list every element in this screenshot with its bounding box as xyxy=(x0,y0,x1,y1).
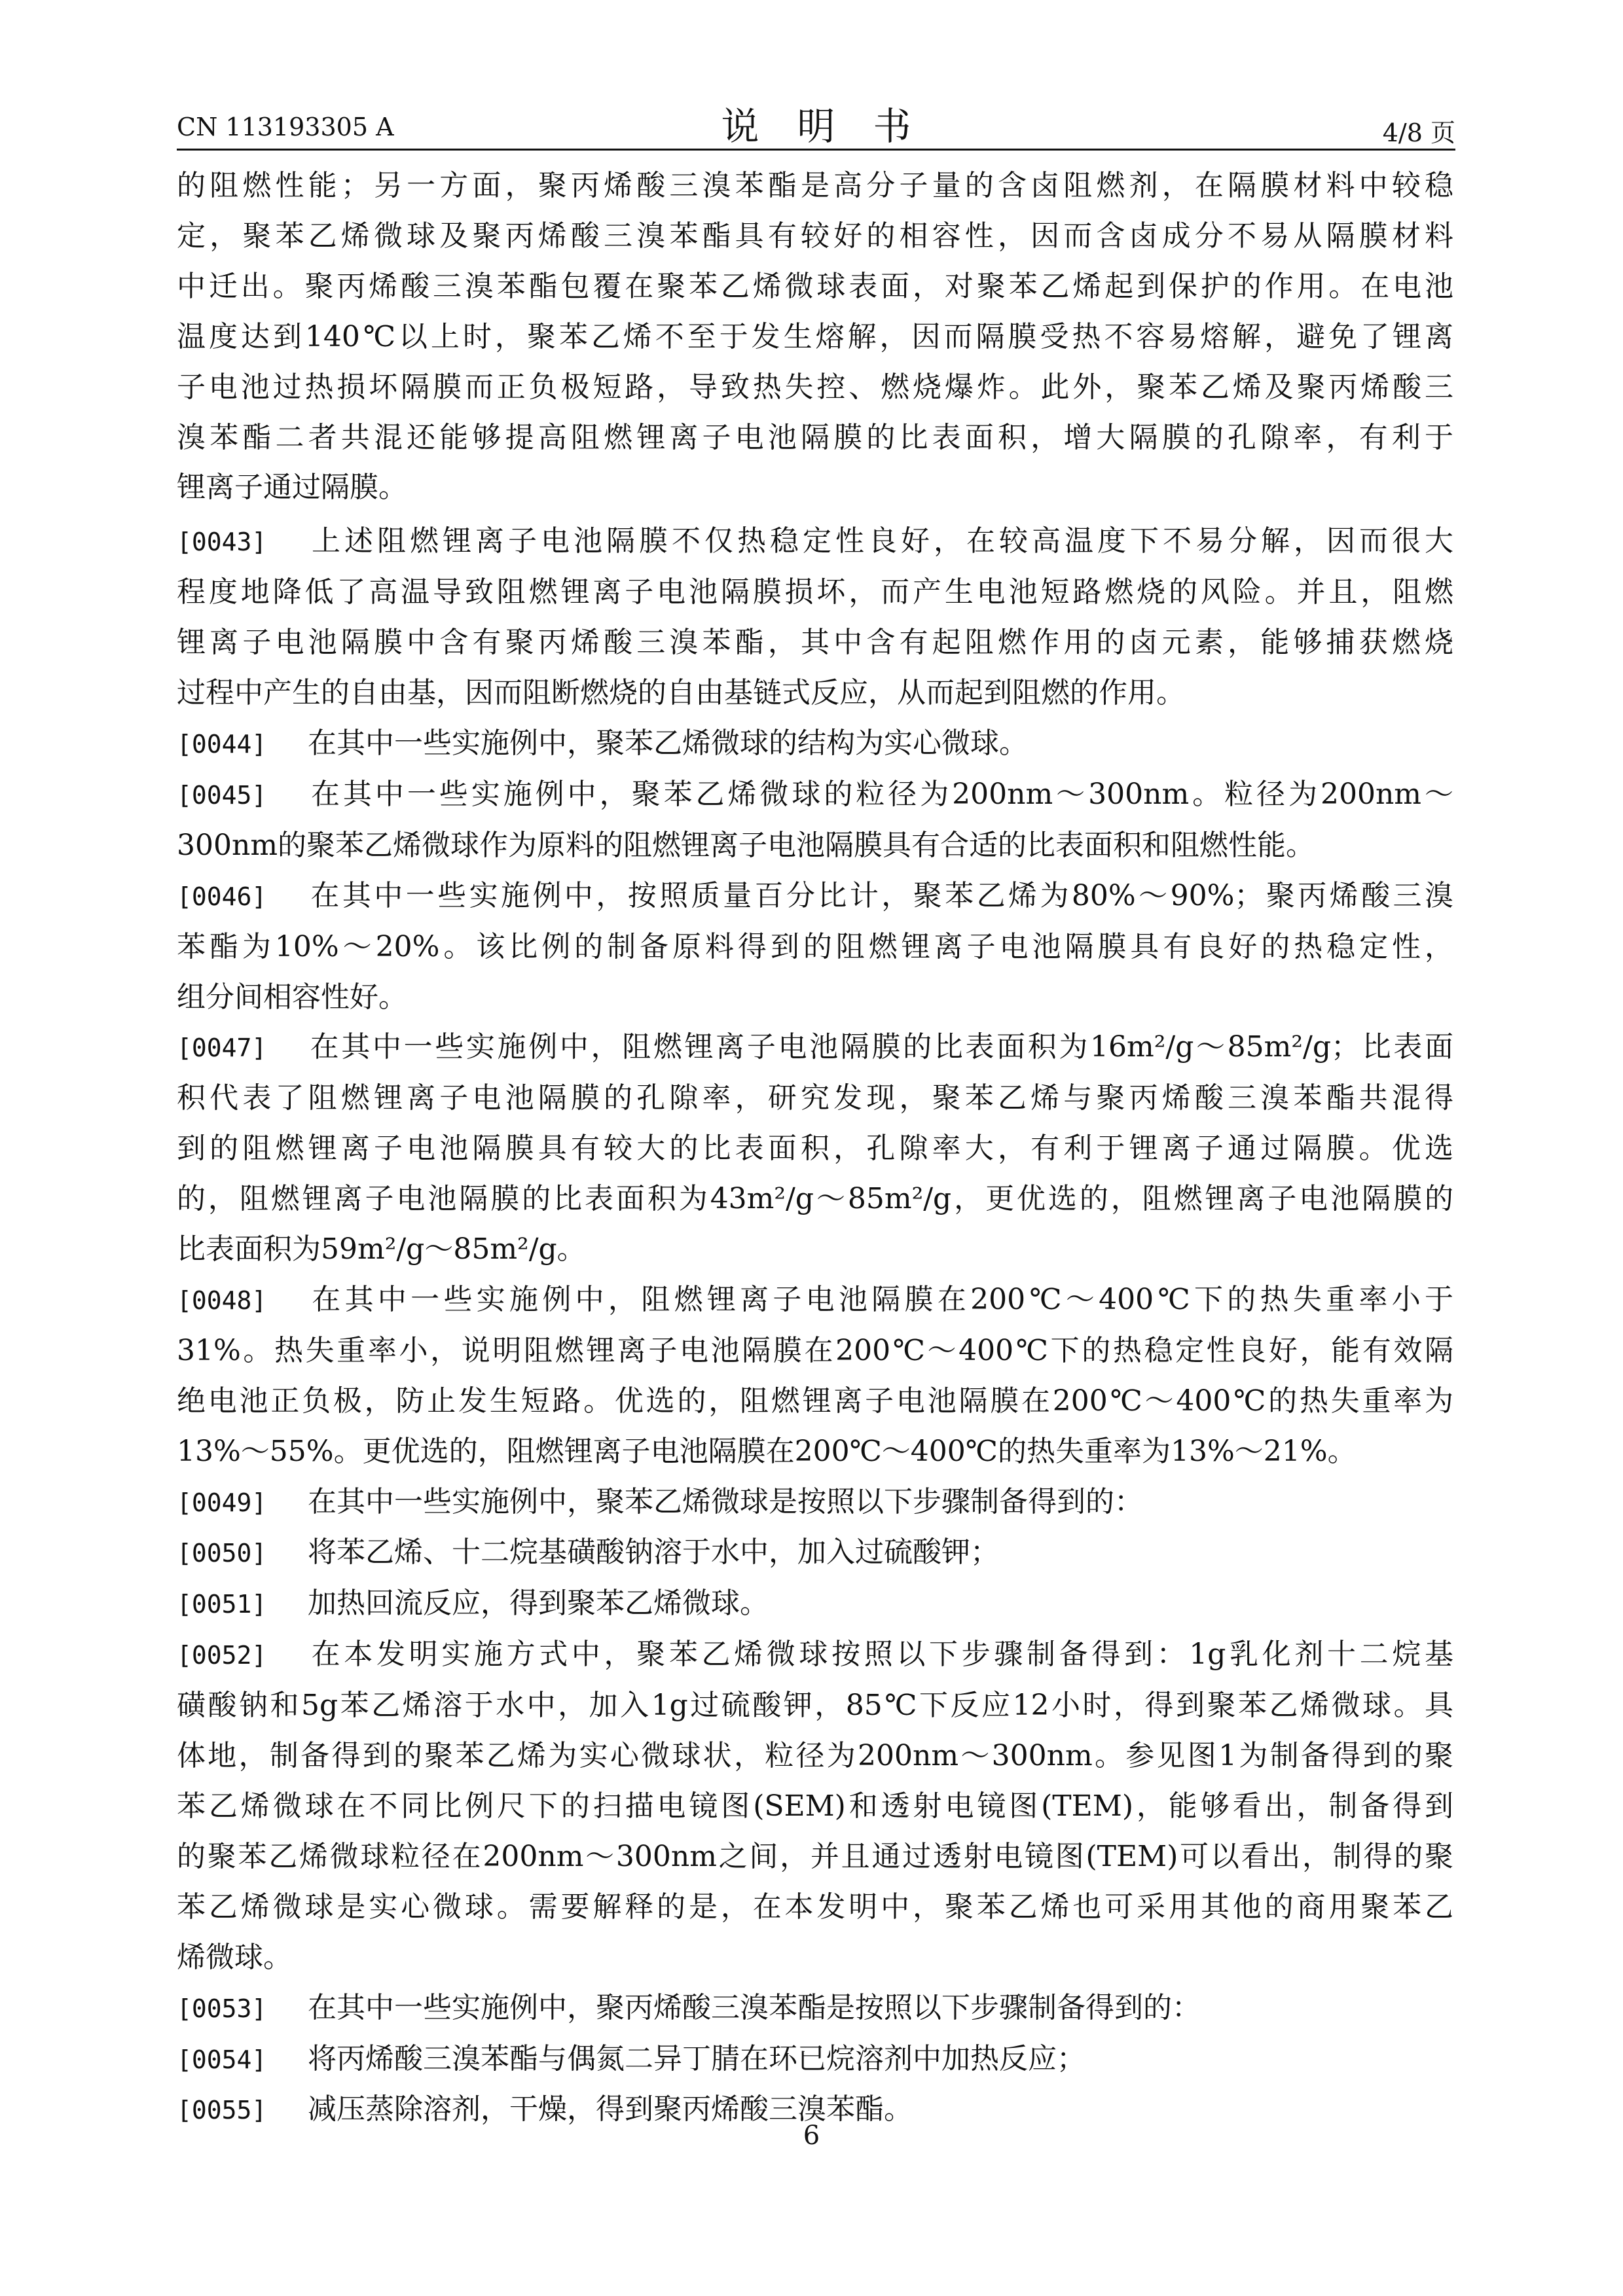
text-line xyxy=(177,1477,1453,1528)
text-line xyxy=(177,1124,1453,1174)
text-line xyxy=(177,1022,1453,1073)
paragraph-number: [0049] xyxy=(177,1488,267,1517)
line-text: 在其中一些实施例中，聚苯乙烯微球的粒径为200nm～300nm。粒径为200nm～ xyxy=(308,777,1453,811)
line-text: 在其中一些实施例中，阻燃锂离子电池隔膜的比表面积为16m²/g～85m²/g；比表面 xyxy=(308,1030,1453,1064)
line-text: 31%。热失重率小，说明阻燃锂离子电池隔膜在200℃～400℃下的热稳定性良好，能有效隔 xyxy=(177,1333,1453,1367)
line-text: 中迁出。聚丙烯酸三溴苯酯包覆在聚苯乙烯微球表面，对聚苯乙烯起到保护的作用。在电池 xyxy=(177,269,1453,303)
paragraph xyxy=(177,1528,1453,1579)
paragraph xyxy=(177,2034,1453,2085)
line-text: 到的阻燃锂离子电池隔膜具有较大的比表面积，孔隙率大，有利于锂离子通过隔膜。优选 xyxy=(177,1132,1453,1166)
line-text: 磺酸钠和5g苯乙烯溶于水中，加入1g过硫酸钾，85℃下反应12小时，得到聚苯乙烯微球。具 xyxy=(177,1689,1453,1723)
line-text: 烯微球。 xyxy=(177,1940,292,1974)
line-text: 在本发明实施方式中，聚苯乙烯微球按照以下步骤制备得到：1g乳化剂十二烷基 xyxy=(308,1638,1453,1672)
text-line xyxy=(177,516,1453,567)
text-line xyxy=(177,1326,1453,1376)
text-line xyxy=(177,262,1453,312)
line-text: 在其中一些实施例中，阻燃锂离子电池隔膜在200℃～400℃下的热失重率小于 xyxy=(308,1282,1453,1316)
line-text: 减压蒸除溶剂，干燥，得到聚丙烯酸三溴苯酯。 xyxy=(308,2092,913,2126)
line-text: 在其中一些实施例中，聚丙烯酸三溴苯酯是按照以下步骤制备得到的： xyxy=(308,1990,1201,2024)
line-text: 300nm的聚苯乙烯微球作为原料的阻燃锂离子电池隔膜具有合适的比表面积和阻燃性能。 xyxy=(177,828,1315,862)
text-line xyxy=(177,1579,1453,1630)
line-text: 的，阻燃锂离子电池隔膜的比表面积为43m²/g～85m²/g，更优选的，阻燃锂离子电池隔膜的 xyxy=(177,1182,1453,1216)
paragraph xyxy=(177,770,1453,871)
page-number: 6 xyxy=(803,2121,820,2151)
line-text: 锂离子通过隔膜。 xyxy=(177,471,407,505)
paragraph xyxy=(177,871,1453,1023)
line-text: 在其中一些实施例中，聚苯乙烯微球的结构为实心微球。 xyxy=(308,726,1028,760)
line-text: 溴苯酯二者共混还能够提高阻燃锂离子电池隔膜的比表面积，增大隔膜的孔隙率，有利于 xyxy=(177,420,1453,454)
text-line xyxy=(177,1933,1453,1983)
line-text: 苯酯为10%～20%。该比例的制备原料得到的阻燃锂离子电池隔膜具有良好的热稳定性， xyxy=(177,929,1453,963)
line-text: 在其中一些实施例中，按照质量百分比计，聚苯乙烯为80%～90%；聚丙烯酸三溴 xyxy=(308,878,1453,912)
text-line xyxy=(177,618,1453,668)
line-text: 上述阻燃锂离子电池隔膜不仅热稳定性良好，在较高温度下不易分解，因而很大 xyxy=(308,524,1453,558)
text-line xyxy=(177,363,1453,413)
header-rule xyxy=(177,149,1455,151)
paragraph xyxy=(177,1579,1453,1630)
paragraph xyxy=(177,719,1453,770)
line-text: 子电池过热损坏隔膜而正负极短路，导致热失控、燃烧爆炸。此外，聚苯乙烯及聚丙烯酸三 xyxy=(177,370,1453,404)
publication-number: CN 113193305 A xyxy=(177,113,394,141)
text-line xyxy=(177,770,1453,821)
paragraph xyxy=(177,1022,1453,1275)
paragraph xyxy=(177,1477,1453,1528)
line-text: 苯乙烯微球在不同比例尺下的扫描电镜图(SEM)和透射电镜图(TEM)，能够看出，制备得到 xyxy=(177,1789,1453,1823)
line-text: 锂离子电池隔膜中含有聚丙烯酸三溴苯酯，其中含有起阻燃作用的卤元素，能够捕获燃烧 xyxy=(177,626,1453,660)
paragraph-number: [0051] xyxy=(177,1590,267,1619)
text-line xyxy=(177,1376,1453,1427)
text-line xyxy=(177,1983,1453,2034)
text-line xyxy=(177,821,1453,871)
text-line xyxy=(177,463,1453,513)
paragraph xyxy=(177,1275,1453,1477)
text-line xyxy=(177,1225,1453,1275)
line-text: 体地，制备得到的聚苯乙烯为实心微球状，粒径为200nm～300nm。参见图1为制备得到的聚 xyxy=(177,1739,1453,1773)
line-text: 程度地降低了高温导致阻燃锂离子电池隔膜损坏，而产生电池短路燃烧的风险。并且，阻燃 xyxy=(177,575,1453,609)
line-text: 过程中产生的自由基，因而阻断燃烧的自由基链式反应，从而起到阻燃的作用。 xyxy=(177,676,1185,710)
text-line xyxy=(177,1073,1453,1124)
paragraph xyxy=(177,1983,1453,2034)
line-text: 在其中一些实施例中，聚苯乙烯微球是按照以下步骤制备得到的： xyxy=(308,1484,1143,1518)
paragraph-number: [0047] xyxy=(177,1033,267,1063)
text-line xyxy=(177,668,1453,719)
line-text: 13%～55%。更优选的，阻燃锂离子电池隔膜在200℃～400℃的热失重率为13%～21%。 xyxy=(177,1434,1357,1468)
text-line xyxy=(177,211,1453,262)
paragraph xyxy=(177,1630,1453,1982)
line-text: 比表面积为59m²/g～85m²/g。 xyxy=(177,1232,586,1266)
paragraph-number: [0054] xyxy=(177,2045,267,2074)
line-text: 的聚苯乙烯微球粒径在200nm～300nm之间，并且通过透射电镜图(TEM)可以看出，制得的聚 xyxy=(177,1839,1453,1873)
text-line xyxy=(177,719,1453,770)
text-line xyxy=(177,1782,1453,1832)
line-text: 绝电池正负极，防止发生短路。优选的，阻燃锂离子电池隔膜在200℃～400℃的热失重率为 xyxy=(177,1384,1453,1418)
text-line xyxy=(177,922,1453,973)
paragraph-number: [0043] xyxy=(177,528,267,557)
line-text: 加热回流反应，得到聚苯乙烯微球。 xyxy=(308,1587,769,1621)
text-line xyxy=(177,1681,1453,1731)
text-line xyxy=(177,312,1453,363)
line-text: 温度达到140℃以上时，聚苯乙烯不至于发生熔解，因而隔膜受热不容易熔解，避免了锂离 xyxy=(177,319,1453,353)
page-indicator: 4/8 页 xyxy=(1382,118,1455,147)
paragraph xyxy=(177,161,1453,513)
text-line xyxy=(177,1174,1453,1225)
text-line xyxy=(177,1731,1453,1782)
text-line xyxy=(177,1630,1453,1681)
text-line xyxy=(177,871,1453,922)
paragraph-number: [0046] xyxy=(177,882,267,911)
paragraph-number: [0052] xyxy=(177,1641,267,1670)
line-text: 将苯乙烯、十二烷基磺酸钠溶于水中，加入过硫酸钾； xyxy=(308,1535,999,1570)
page-header xyxy=(177,98,1455,151)
line-text: 将丙烯酸三溴苯酯与偶氮二异丁腈在环已烷溶剂中加热反应； xyxy=(308,2041,1085,2075)
text-line xyxy=(177,413,1453,463)
paragraph xyxy=(177,516,1453,719)
document-body xyxy=(177,161,1453,2136)
text-line xyxy=(177,1528,1453,1579)
text-line xyxy=(177,2034,1453,2085)
line-text: 定，聚苯乙烯微球及聚丙烯酸三溴苯酯具有较好的相容性，因而含卤成分不易从隔膜材料 xyxy=(177,219,1453,253)
paragraph-number: [0050] xyxy=(177,1539,267,1568)
text-line xyxy=(177,1882,1453,1933)
paragraph-number: [0055] xyxy=(177,2096,267,2125)
document-title: 说明书 xyxy=(721,104,949,149)
text-line xyxy=(177,973,1453,1023)
paragraph-number: [0053] xyxy=(177,1994,267,2023)
line-text: 积代表了阻燃锂离子电池隔膜的孔隙率，研究发现，聚苯乙烯与聚丙烯酸三溴苯酯共混得 xyxy=(177,1081,1453,1115)
paragraph-number: [0045] xyxy=(177,780,267,810)
paragraph-number: [0044] xyxy=(177,729,267,759)
paragraph-number: [0048] xyxy=(177,1285,267,1315)
text-line xyxy=(177,161,1453,211)
line-text: 组分间相容性好。 xyxy=(177,980,407,1014)
line-text: 的阻燃性能；另一方面，聚丙烯酸三溴苯酯是高分子量的含卤阻燃剂，在隔膜材料中较稳 xyxy=(177,169,1453,202)
text-line xyxy=(177,1275,1453,1326)
text-line xyxy=(177,1832,1453,1882)
text-line xyxy=(177,1427,1453,1477)
text-line xyxy=(177,567,1453,618)
line-text: 苯乙烯微球是实心微球。需要解释的是，在本发明中，聚苯乙烯也可采用其他的商用聚苯乙 xyxy=(177,1890,1453,1924)
